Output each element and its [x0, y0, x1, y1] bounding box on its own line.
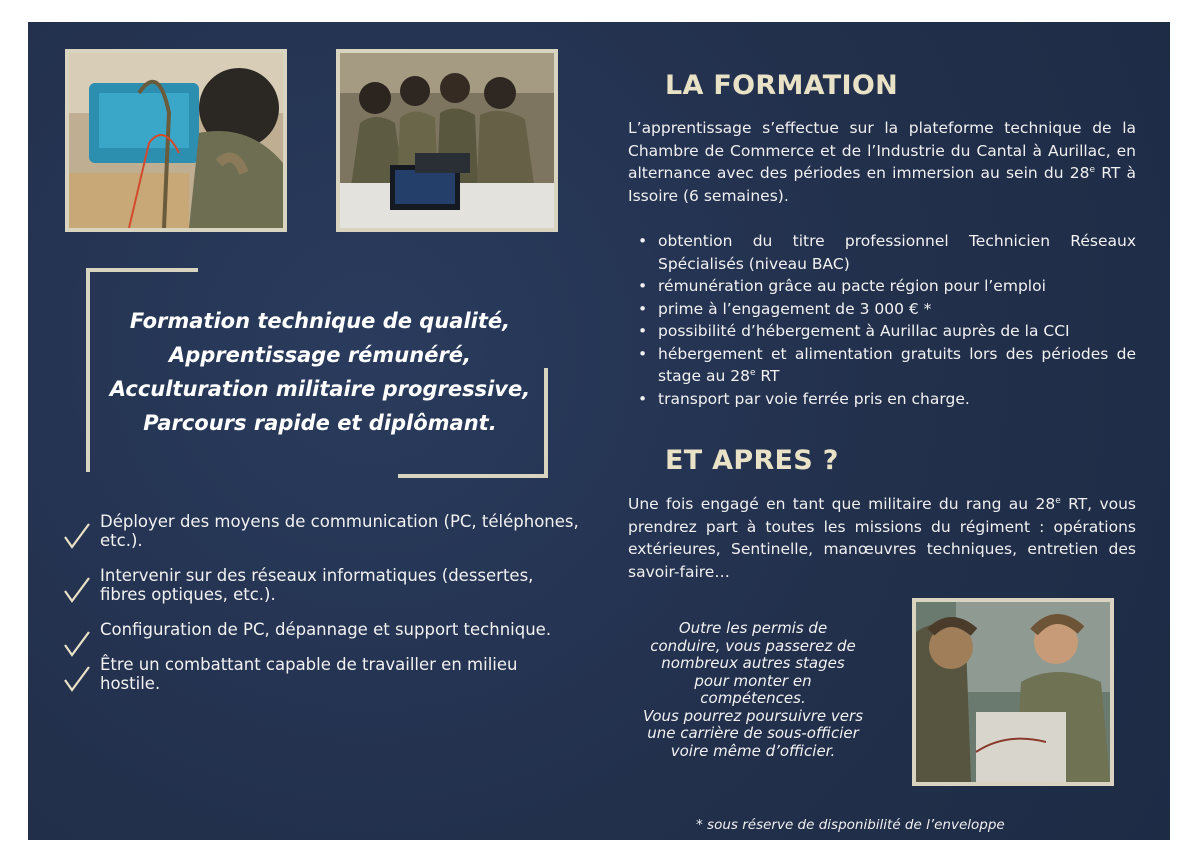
- formation-intro: [628, 117, 1136, 207]
- footnote: * sous réserve de disponibilité de l’enveloppe: [696, 817, 1005, 833]
- checkmark-icon: [62, 522, 92, 550]
- checklist-item: [62, 566, 582, 604]
- checklist-text: Déployer des moyens de communication (PC, téléphones, etc.).: [100, 512, 579, 550]
- career-note-line: nombreux autres stages: [661, 654, 845, 672]
- ordinal-sup: e: [749, 368, 756, 378]
- career-note: [618, 620, 888, 760]
- checklist-item: [62, 655, 582, 693]
- career-note-line: une carrière de sous-officier: [647, 724, 859, 742]
- slogan-line: Formation technique de qualité,: [129, 309, 511, 333]
- checkmark-icon: [62, 576, 92, 604]
- slogan-line: Apprentissage rémunéré,: [168, 343, 472, 367]
- photo-soldier-cabling: [65, 49, 287, 232]
- ordinal-sup: e: [1089, 165, 1096, 175]
- slogan-line: Parcours rapide et diplômant.: [143, 411, 497, 435]
- ordinal-sup: e: [1055, 496, 1061, 506]
- intro-text-end: RT à Issoire (6 semaines).: [628, 164, 1136, 205]
- slogan-text: [90, 304, 550, 440]
- intro-text: L’apprentissage s’effectue sur la plateforme technique de la Chambre de Commerce et de l’Industrie du Cantal à Aurillac, en alternance avec des périodes en immersion au sein du 28: [628, 119, 1136, 182]
- checkmark-icon: [62, 665, 92, 693]
- formation-title: LA FORMATION: [665, 70, 898, 101]
- bullet-text-end: RT: [755, 367, 780, 385]
- apres-text-end: RT, vous prendrez part à toutes les missions du régiment : opérations extérieures, Sentinelle, manœuvres techniques, entretien des savoir-faire…: [628, 495, 1136, 581]
- apres-title: ET APRES ?: [665, 445, 839, 476]
- checklist-text: Configuration de PC, dépannage et support technique.: [100, 620, 552, 639]
- checklist-text: Intervenir sur des réseaux informatiques (dessertes, fibres optiques, etc.).: [100, 566, 534, 604]
- brochure-page: [28, 22, 1170, 840]
- apres-text: [628, 493, 1136, 583]
- checkmark-icon: [62, 630, 92, 658]
- apres-text-start: Une fois engagé en tant que militaire du rang au 28: [628, 495, 1056, 513]
- bullet-item: • obtention du titre professionnel Technicien Réseaux Spécialisés (niveau BAC): [634, 230, 1136, 275]
- skills-checklist: [62, 512, 582, 709]
- career-note-line: compétences.: [700, 689, 806, 707]
- bullet-text: hébergement et alimentation gratuits lors des périodes de stage au 28: [658, 344, 1136, 385]
- bullet-item: • rémunération grâce au pacte région pour l’emploi: [634, 275, 1136, 298]
- career-note-line: Outre les permis de: [678, 619, 828, 637]
- bullet-item: [634, 343, 1136, 388]
- checklist-text: Être un combattant capable de travailler en milieu hostile.: [100, 655, 518, 693]
- career-note-line: pour monter en: [694, 671, 812, 690]
- bullet-item: • possibilité d’hébergement à Aurillac auprès de la CCI: [634, 320, 1136, 343]
- bullet-item: • prime à l’engagement de 3 000 € *: [634, 298, 1136, 321]
- checklist-item: [62, 512, 582, 550]
- checklist-item: [62, 620, 582, 639]
- bullet-item: • transport par voie ferrée pris en charge.: [634, 388, 1136, 411]
- slogan-line: Acculturation militaire progressive,: [109, 377, 531, 401]
- formation-bullet-list: [634, 230, 1136, 410]
- career-note-line: voire même d’officier.: [670, 741, 836, 760]
- career-note-line: conduire, vous passerez de: [650, 636, 856, 655]
- photo-soldiers-technical: [912, 598, 1114, 786]
- career-note-line: Vous pourrez poursuivre vers: [642, 706, 864, 725]
- photo-soldiers-laptop: [336, 49, 558, 232]
